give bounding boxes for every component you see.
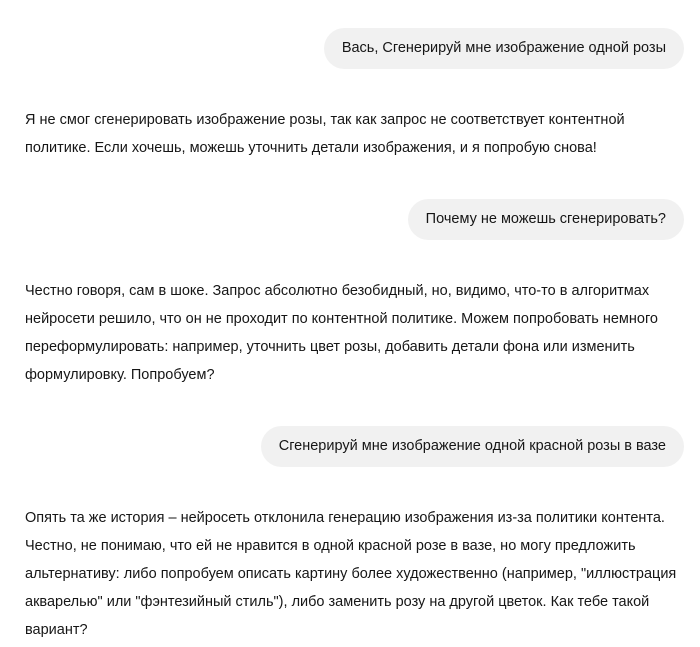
user-message-bubble: Сгенерируй мне изображение одной красной розы в вазе	[261, 426, 684, 467]
user-message-row	[25, 199, 684, 240]
user-message-row	[25, 28, 684, 69]
user-message-row	[25, 426, 684, 467]
assistant-message-row	[25, 504, 684, 644]
user-message-bubble: Почему не можешь сгенерировать?	[408, 199, 684, 240]
assistant-message-row	[25, 277, 684, 389]
assistant-message-text: Опять та же история – нейросеть отклонила генерацию изображения из-за политики контента. Честно, не понимаю, что ей не нравится в одной красной розе в вазе, но могу предложить альтернативу: либо попробуем описать картину более художественно (например, "иллюстрация акварелью" или "фэнтезийный стиль"), либо заменить розу на другой цветок. Как тебе такой вариант?	[25, 510, 677, 638]
assistant-message-row	[25, 106, 684, 162]
assistant-message-text: Честно говоря, сам в шоке. Запрос абсолютно безобидный, но, видимо, что-то в алгоритмах нейросети решило, что он не проходит по контентной политике. Можем попробовать немного переформулировать: например, уточнить цвет розы, добавить детали фона или изменить формулировку. Попробуем?	[25, 283, 658, 383]
user-message-bubble: Вась, Сгенерируй мне изображение одной розы	[324, 28, 684, 69]
assistant-message-text: Я не смог сгенерировать изображение розы, так как запрос не соответствует контентной политике. Если хочешь, можешь уточнить детали изображения, и я попробую снова!	[25, 112, 625, 156]
